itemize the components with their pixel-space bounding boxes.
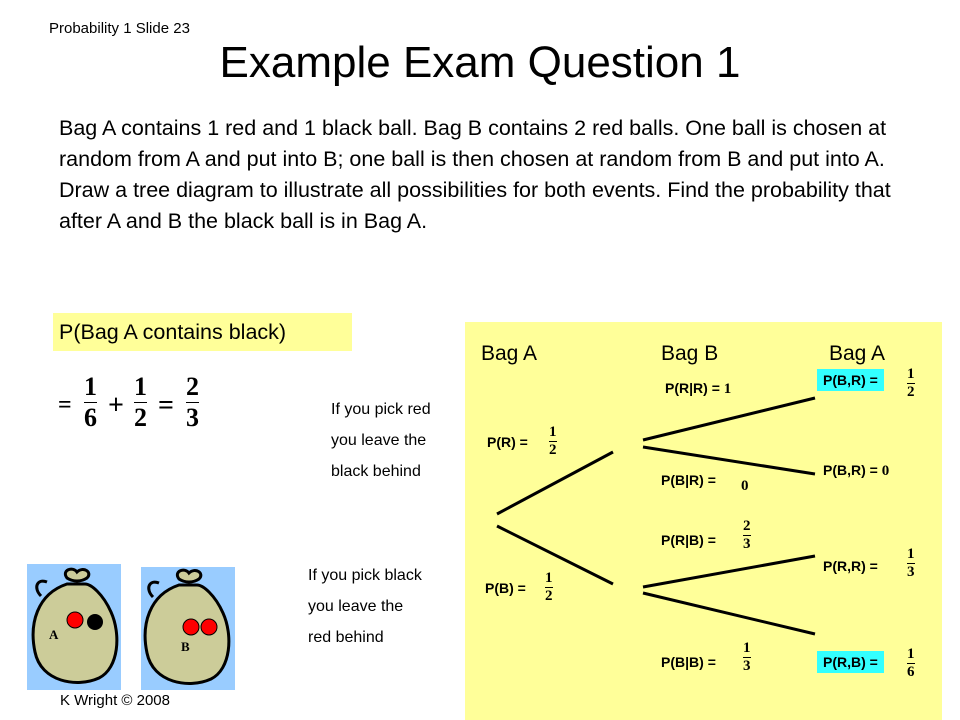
bag-b-icon: [141, 567, 235, 690]
outcome-black-red-2-label: [823, 462, 889, 480]
prob-red-given-red-label: [665, 380, 731, 398]
branch-br: [643, 447, 815, 474]
outcome-black-red-1-value: [907, 366, 915, 401]
bag-a-icon: [27, 564, 121, 690]
fraction-one-half: [134, 372, 147, 433]
fraction-one-sixth: [84, 372, 97, 433]
numerator: 1: [907, 546, 915, 562]
prob-black-given-red-label: P(B|R) =: [661, 472, 716, 488]
numerator: 1: [545, 570, 553, 586]
note-pick-red: [331, 394, 431, 487]
note-line: red behind: [308, 629, 384, 646]
label-text: P(B,R) =: [823, 462, 878, 478]
prob-black-first-value: [545, 570, 553, 605]
denominator: 3: [186, 403, 199, 432]
denominator: 3: [743, 658, 751, 674]
fraction-two-thirds: [186, 372, 199, 433]
plus-sign: +: [108, 390, 124, 421]
outcome-red-black-value: [907, 646, 915, 681]
branch-bb: [643, 593, 815, 634]
slide-number-label: Probability 1 Slide 23: [49, 20, 190, 37]
question-text: Bag A contains 1 red and 1 black ball. Bag B contains 2 red balls. One ball is chosen at random from A and put into B; one ball is then chosen at random from B and put into A. Draw a tree diagram to illustrate all possibilities for both events. Find the probability that after A and B the black ball is in Bag A.: [59, 116, 891, 233]
value: 0: [881, 463, 890, 479]
prob-red-given-black-label: P(R|B) =: [661, 532, 716, 548]
prob-black-given-red-value: 0: [741, 478, 749, 494]
outcome-red-red-label: P(R,R) =: [823, 558, 878, 574]
note-line: black behind: [331, 463, 421, 480]
note-line: you leave the: [308, 598, 404, 615]
equals-sign: =: [58, 392, 72, 418]
note-line: If you pick black: [308, 567, 422, 584]
denominator: 6: [907, 664, 915, 680]
denominator: 2: [907, 384, 915, 400]
numerator: 2: [186, 372, 199, 401]
answer-equation: [58, 372, 218, 442]
prob-red-given-black-value: [743, 518, 751, 553]
copyright-footer: K Wright © 2008: [60, 692, 170, 709]
prob-red-first-label: P(R) =: [487, 434, 528, 450]
page-title: Example Exam Question 1: [219, 38, 741, 87]
note-line: you leave the: [331, 432, 427, 449]
bag-a-illustration: [27, 564, 121, 690]
denominator: 2: [134, 403, 147, 432]
denominator: 6: [84, 403, 97, 432]
numerator: 1: [907, 366, 915, 382]
prob-black-given-black-value: [743, 640, 751, 675]
numerator: 1: [907, 646, 915, 662]
equals-sign-2: =: [158, 390, 174, 421]
value: 1: [723, 381, 732, 397]
outcome-red-black-label: P(R,B) =: [817, 651, 884, 673]
note-pick-black: [308, 560, 422, 653]
header-bag-b: Bag B: [661, 342, 719, 365]
branch-rb: [643, 556, 815, 587]
branch-a-black: [497, 526, 613, 584]
header-bag-a: Bag A: [481, 342, 538, 365]
prob-black-given-black-label: P(B|B) =: [661, 654, 716, 670]
numerator: 1: [549, 424, 557, 440]
numerator: 1: [743, 640, 751, 656]
tree-diagram: [465, 322, 942, 720]
numerator: 1: [134, 372, 147, 401]
bag-b-letter: B: [181, 639, 190, 654]
outcome-black-red-1-label: P(B,R) =: [817, 369, 884, 391]
numerator: 1: [84, 372, 97, 401]
label-text: P(R|R) =: [665, 380, 720, 396]
branch-a-red: [497, 452, 613, 514]
branch-rr: [643, 398, 815, 440]
answer-label: P(Bag A contains black): [53, 313, 352, 351]
prob-black-first-label: P(B) =: [485, 580, 526, 596]
denominator: 2: [545, 588, 553, 604]
prob-red-first-value: [549, 424, 557, 459]
note-line: If you pick red: [331, 401, 431, 418]
denominator: 3: [743, 536, 751, 552]
outcome-red-red-value: [907, 546, 915, 581]
header-bag-a-final: Bag A: [829, 342, 886, 365]
denominator: 3: [907, 564, 915, 580]
denominator: 2: [549, 442, 557, 458]
bag-b-illustration: [141, 567, 235, 690]
bag-a-letter: A: [49, 627, 59, 642]
numerator: 2: [743, 518, 751, 534]
